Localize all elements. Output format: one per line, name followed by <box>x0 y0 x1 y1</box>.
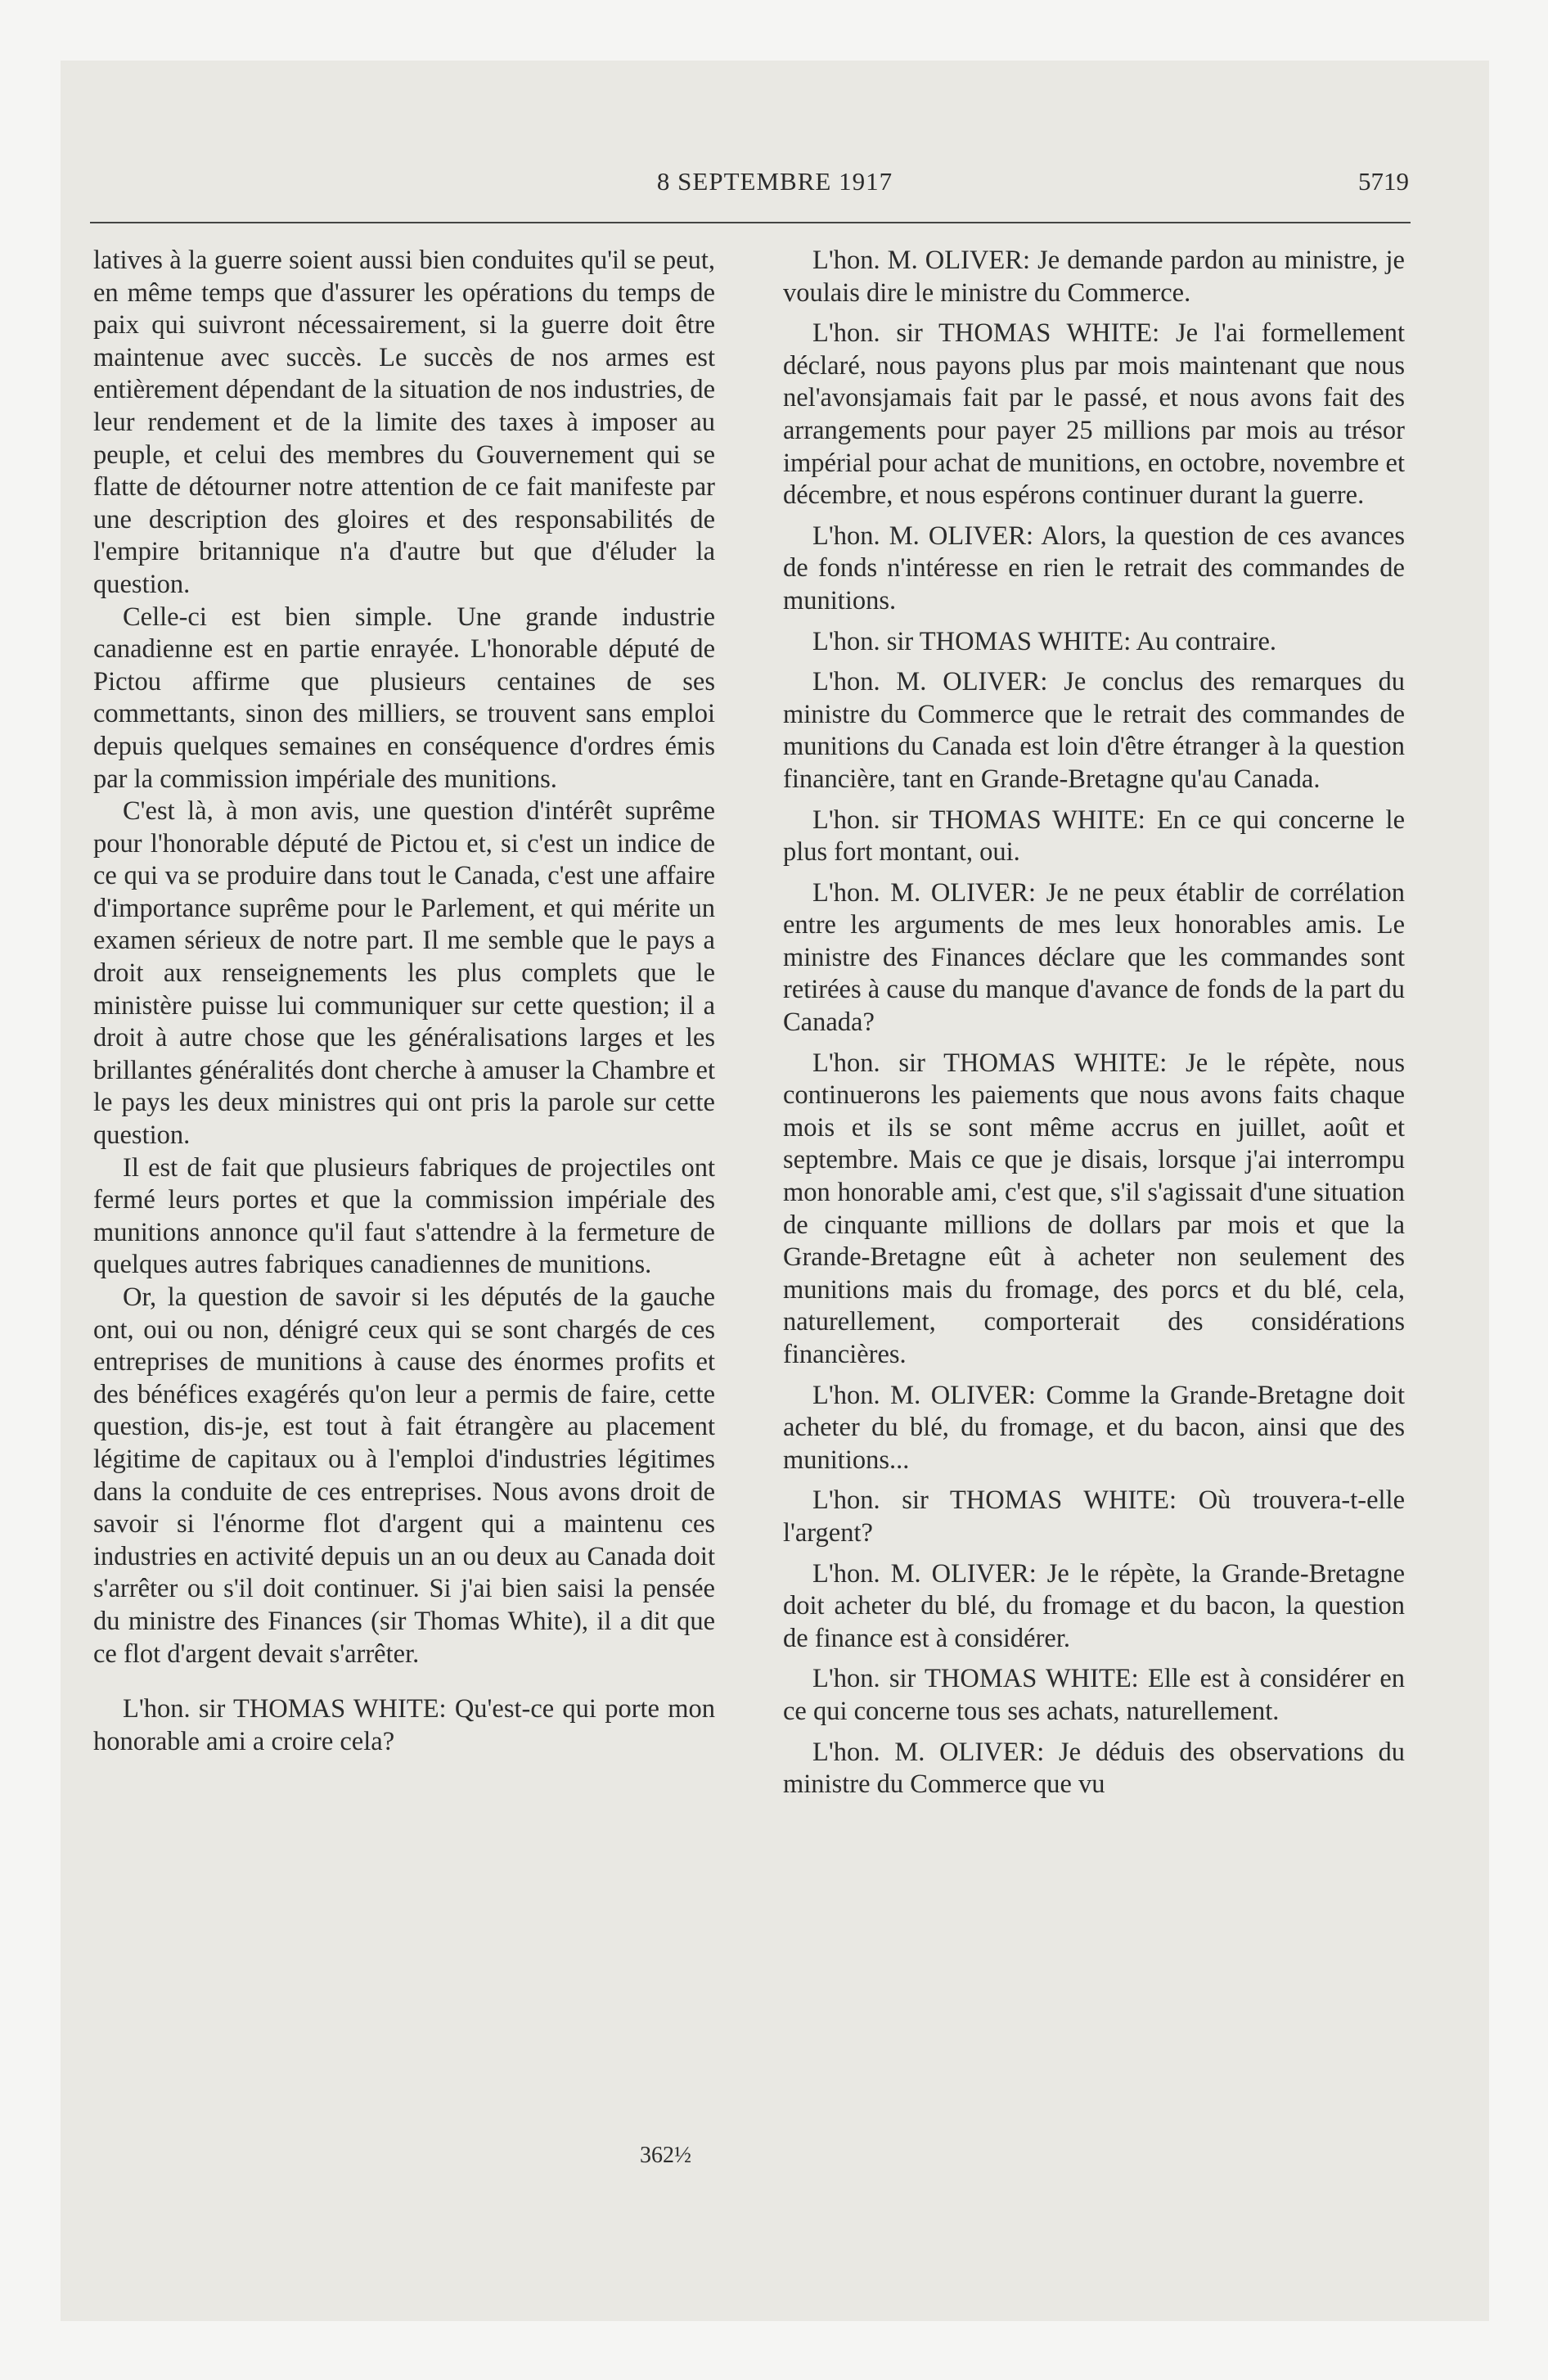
paragraph: L'hon. M. OLIVER: Comme la Grande-Bretagne doit acheter du blé, du fromage, et du bacon, ainsi que des munitions... <box>783 1380 1405 1475</box>
paragraph: L'hon. M. OLIVER: Je ne peux établir de corrélation entre les arguments de mes leux honorables amis. Le ministre des Finances déclare que les commandes sont retirées à cause du manque d'avance de fonds de la part du Canada? <box>783 877 1405 1038</box>
paragraph: L'hon. sir THOMAS WHITE: En ce qui concerne le plus fort montant, oui. <box>783 805 1405 868</box>
paragraph: L'hon. sir THOMAS WHITE: Où trouvera-t-elle l'argent? <box>783 1485 1405 1548</box>
paragraph: Celle-ci est bien simple. Une grande industrie canadienne est en partie enrayée. L'honorable député de Pictou affirme que plusieurs centaines de ses commettants, sinon des milliers, se trouvent sans emploi depuis quelques semaines en conséquence d'ordres émis par la commission impériale des munitions. <box>93 602 715 794</box>
paragraph: L'hon. sir THOMAS WHITE: Je l'ai formellement déclaré, nous payons plus par mois maintenant que nous nel'avonsjamais fait par le passé, et nous avons fait des arrangements pour payer 25 millions par mois au trésor impérial pour achat de munitions, en octobre, novembre et décembre, et nous espérons continuer durant la guerre. <box>783 318 1405 511</box>
paragraph: Il est de fait que plusieurs fabriques de projectiles ont fermé leurs portes et que la commission impériale des munitions annonce qu'il faut s'attendre à la fermeture de quelques autres fabriques canadiennes de munitions. <box>93 1152 715 1280</box>
paragraph: L'hon. M. OLIVER: Alors, la question de ces avances de fonds n'intéresse en rien le retrait des commandes de munitions. <box>783 521 1405 615</box>
header-date: 8 SEPTEMBRE 1917 <box>656 167 893 196</box>
paragraph: L'hon. sir THOMAS WHITE: Qu'est-ce qui porte mon honorable ami a croire cela? <box>93 1694 715 1756</box>
paragraph: L'hon. M. OLIVER: Je demande pardon au ministre, je voulais dire le ministre du Commerce. <box>783 246 1405 308</box>
header-rule <box>90 222 1411 223</box>
paragraph: C'est là, à mon avis, une question d'intérêt suprême pour l'honorable député de Pictou et, si c'est un indice de ce qui va se produire dans tout le Canada, c'est une affaire d'importance suprême pour le Parlement, et qui mérite un examen sérieux de notre part. Il me semble que le pays a droit aux renseignements les plus complets que le ministère puisse lui communiquer sur cette question; il a droit à autre chose que les généralisations larges et les brillantes généralités dont cherche à amuser la Chambre et le pays les deux ministres qui ont pris la parole sur cette question. <box>93 796 715 1151</box>
right-column <box>783 245 1405 1801</box>
paragraph: L'hon. sir THOMAS WHITE: Au contraire. <box>812 626 1277 656</box>
paragraph: L'hon. M. OLIVER: Je le répète, la Grande-Bretagne doit acheter du blé, du fromage et du bacon, la question de finance est à considérer. <box>783 1558 1405 1653</box>
paragraph: latives à la guerre soient aussi bien conduites qu'il se peut, en même temps que d'assurer les opérations du temps de paix qui suivront nécessairement, si la guerre doit être maintenue avec succès. Le succès de nos armes est entièrement dépendant de la situation de nos industries, de leur rendement et de la limite des taxes à imposer au peuple, et celui des membres du Gouvernement qui se flatte de détourner notre attention de ce fait manifeste par une description des gloires et des responsabilités de l'empire britannique n'a d'autre but que d'éluder la question. <box>93 246 715 599</box>
paragraph: L'hon. M. OLIVER: Je déduis des observations du ministre du Commerce que vu <box>783 1737 1405 1800</box>
page-header <box>61 167 1489 208</box>
header-page-number: 5719 <box>1358 167 1409 196</box>
left-column <box>93 245 715 1758</box>
paragraph: L'hon. sir THOMAS WHITE: Elle est à considérer en ce qui concerne tous ses achats, naturellement. <box>783 1664 1405 1726</box>
document-page <box>61 61 1489 2321</box>
footer-mark: 362½ <box>640 2143 691 2168</box>
paragraph: L'hon. sir THOMAS WHITE: Je le répète, nous continuerons les paiements que nous avons faits chaque mois et ils se sont même accrus en juillet, août et septembre. Mais ce que je disais, lorsque j'ai interrompu mon honorable ami, c'est que, s'il s'agissait d'une situation de cinquante millions de dollars par mois et que la Grande-Bretagne eût à acheter non seulement des munitions mais du fromage, des porcs et du blé, cela, naturellement, comporterait des considérations financières. <box>783 1048 1405 1369</box>
paragraph: Or, la question de savoir si les députés de la gauche ont, oui ou non, dénigré ceux qui se sont chargés de ces entreprises de munitions à cause des énormes profits et des bénéfices exagérés qu'on leur a permis de faire, cette question, dis-je, est tout à fait étrangère au placement légitime de capitaux ou à l'emploi d'industries légitimes dans la conduite de ces entreprises. Nous avons droit de savoir si l'énorme flot d'argent qui a maintenu ces industries en activité depuis un an ou deux au Canada doit s'arrêter ou s'il doit continuer. Si j'ai bien saisi la pensée du ministre des Finances (sir Thomas White), il a dit que ce flot d'argent devait s'arrêter. <box>93 1282 715 1669</box>
paragraph: L'hon. M. OLIVER: Je conclus des remarques du ministre du Commerce que le retrait des commandes de munitions du Canada est loin d'être étranger à la question financière, tant en Grande-Bretagne qu'au Canada. <box>783 667 1405 794</box>
